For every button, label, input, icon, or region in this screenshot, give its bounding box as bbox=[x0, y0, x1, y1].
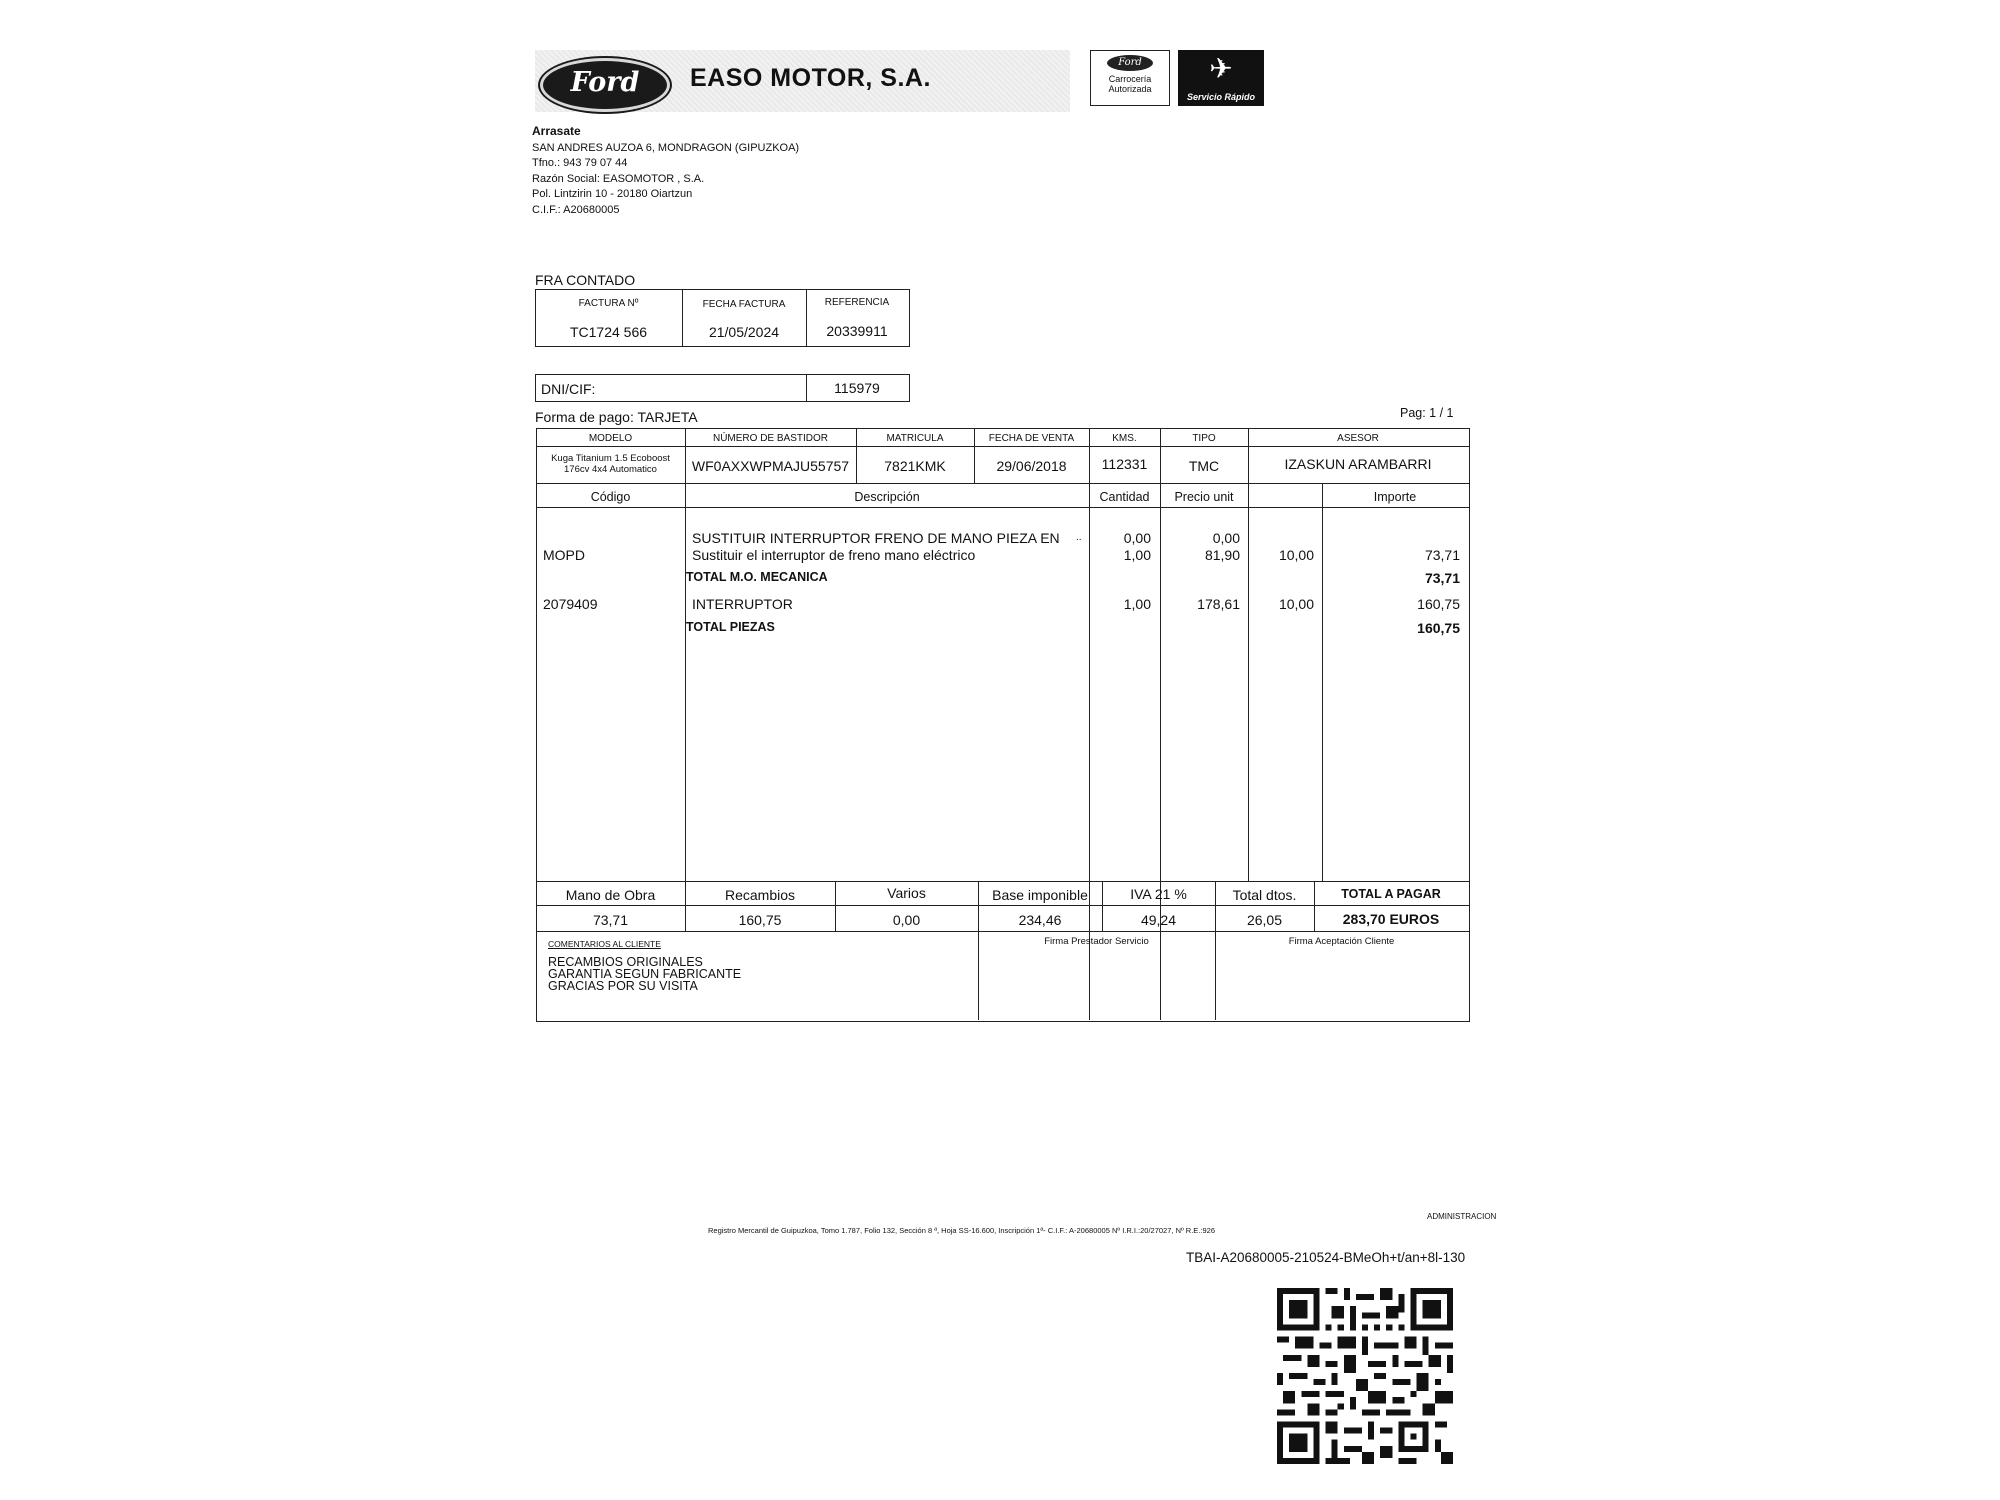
dni-value: 115979 bbox=[834, 380, 880, 396]
kms-value: 112331 bbox=[1101, 456, 1148, 472]
registro-mercantil: Registro Mercantil de Guipuzkoa, Tomo 1.787, Folio 132, Sección 8 ª, Hoja SS-16.600, Inscripción 1ª- C.I.F.: A-20680005 Nº I.R.I.:20/27027, Nº R.E.:926 bbox=[708, 1226, 1215, 1235]
bastidor-value: WF0AXXWPMAJU55757 bbox=[691, 458, 850, 474]
iva-value: 49,24 bbox=[1140, 912, 1177, 928]
invoice-table bbox=[536, 428, 1470, 1022]
tbai-code: TBAI-A20680005-210524-BMeOh+t/an+8l-130 bbox=[1186, 1250, 1466, 1265]
total-mo-label: TOTAL M.O. MECANICA bbox=[686, 570, 828, 584]
company-address: Arrasate SAN ANDRES AUZOA 6, MONDRAGON (GIPUZKOA) Tfno.: 943 79 07 44 Razón Social: EASOMOTOR , S.A. Pol. Lintzirin 10 - 20180 Oiartzun C.I.F.: A20680005 bbox=[532, 124, 800, 216]
invoice-type: FRA CONTADO bbox=[535, 272, 636, 288]
matricula-value: 7821KMK bbox=[884, 458, 946, 474]
tipo-value: TMC bbox=[1188, 458, 1220, 474]
total-dtos-value: 26,05 bbox=[1246, 912, 1283, 928]
administracion-label: ADMINISTRACION bbox=[1427, 1212, 1497, 1221]
firma-prestador: Firma Prestador Servicio bbox=[1044, 936, 1149, 947]
total-mo-value: 73,71 bbox=[1424, 570, 1460, 586]
total-a-pagar-value: 283,70 EUROS bbox=[1342, 911, 1440, 927]
asesor-value: IZASKUN ARAMBARRI bbox=[1284, 456, 1432, 472]
modelo-value: Kuga Titanium 1.5 Ecoboost 176cv 4x4 Automatico bbox=[551, 453, 670, 475]
line-description: Sustituir el interruptor de freno mano eléctrico bbox=[692, 547, 976, 563]
total-piezas-label: TOTAL PIEZAS bbox=[686, 620, 775, 634]
factura-number: TC1724 566 bbox=[569, 324, 648, 340]
firma-cliente: Firma Aceptación Cliente bbox=[1288, 936, 1395, 947]
page-number: Pag: 1 / 1 bbox=[1400, 406, 1454, 420]
client-comments: RECAMBIOS ORIGINALES GARANTIA SEGUN FABRICANTE GRACIAS POR SU VISITA bbox=[548, 955, 742, 993]
line-description: SUSTITUIR INTERRUPTOR FRENO DE MANO PIEZA EN bbox=[692, 530, 1060, 546]
ford-mini-logo: Ford bbox=[1107, 55, 1153, 71]
recambios-value: 160,75 bbox=[738, 912, 782, 928]
base-imponible-value: 234,46 bbox=[1018, 912, 1062, 928]
carroceria-autorizada-badge: Ford Carrocería Autorizada bbox=[1090, 50, 1170, 106]
fecha-venta-value: 29/06/2018 bbox=[996, 458, 1067, 474]
line-code: 2079409 bbox=[543, 596, 598, 612]
line-description: INTERRUPTOR bbox=[692, 596, 793, 612]
varios-value: 0,00 bbox=[892, 912, 921, 928]
servicio-rapido-badge: ✈ Servicio Rápido bbox=[1178, 50, 1264, 106]
ford-logo: Ford bbox=[540, 58, 670, 112]
mano-obra-value: 73,71 bbox=[592, 912, 629, 928]
referencia: 20339911 bbox=[826, 323, 888, 339]
total-piezas-value: 160,75 bbox=[1417, 620, 1460, 636]
wrench-icon: ✈ bbox=[1209, 53, 1233, 84]
line-code: MOPD bbox=[543, 547, 585, 563]
forma-pago: Forma de pago: TARJETA bbox=[535, 409, 698, 425]
qr-code bbox=[1277, 1288, 1453, 1464]
company-name: EASO MOTOR, S.A. bbox=[690, 64, 931, 92]
fecha-factura: 21/05/2024 bbox=[708, 324, 780, 340]
